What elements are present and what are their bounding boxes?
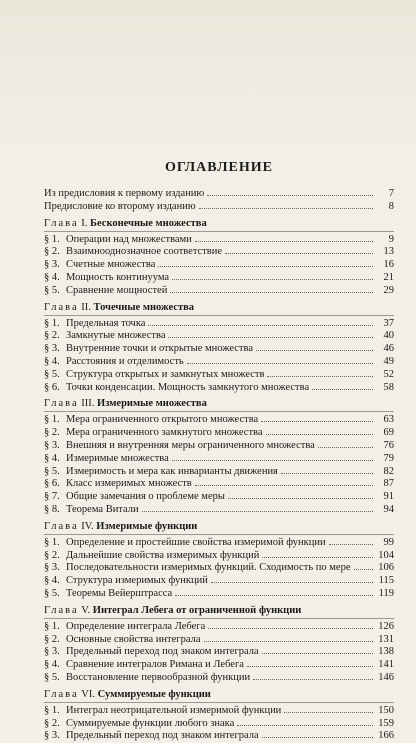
section-title: Измеримые множества <box>66 452 169 464</box>
section-title: Теоремы Вейерштрасса <box>66 587 173 599</box>
dot-leader <box>225 253 373 254</box>
section-number: § 6. <box>44 478 60 490</box>
section-title: Внешняя и внутренняя меры ограниченного множества <box>66 439 315 451</box>
page-number: 49 <box>383 355 394 367</box>
section-title: Сравнение интегралов Римана и Лебега <box>66 659 244 671</box>
dot-leader <box>281 473 373 474</box>
section-entry <box>44 562 394 575</box>
entry-label <box>44 672 250 685</box>
chapter-word: Глава <box>44 520 79 532</box>
page-number: 8 <box>388 200 394 212</box>
section-number: § 7. <box>44 491 60 503</box>
section-number: § 3. <box>44 646 60 658</box>
entry-label <box>44 718 234 731</box>
section-entry <box>44 659 394 672</box>
section-entry <box>44 550 394 563</box>
page-number: 52 <box>383 368 394 380</box>
front-matter-entry <box>44 188 394 201</box>
dot-leader <box>158 266 373 267</box>
chapter-heading <box>44 520 394 535</box>
section-entry <box>44 634 394 647</box>
section-title: Теорема Витали <box>66 503 139 515</box>
section-number: § 4. <box>44 659 60 671</box>
entry-label <box>44 646 259 659</box>
chapter-name: Измеримые функции <box>96 520 198 532</box>
entry-label <box>44 634 201 647</box>
entry-label <box>44 246 222 259</box>
dot-leader <box>208 628 373 629</box>
chapter-name: Суммируемые функции <box>97 688 211 700</box>
toc-page <box>44 160 394 743</box>
section-title: Предельная точка <box>66 317 146 329</box>
page-number: 82 <box>383 465 394 477</box>
page-number: 104 <box>378 549 394 561</box>
page-number: 131 <box>378 633 394 645</box>
section-entry <box>44 575 394 588</box>
section-title: Последовательности измеримых функций. Сходимость по мере <box>66 562 351 574</box>
dot-leader <box>267 376 373 377</box>
entry-label <box>44 272 169 285</box>
section-entry <box>44 356 394 369</box>
page-number: 87 <box>383 478 394 490</box>
section-entry <box>44 718 394 731</box>
chapter-number: VI. <box>81 688 96 700</box>
section-number: § 2. <box>44 330 60 342</box>
section-number: § 3. <box>44 439 60 451</box>
section-entry <box>44 246 394 259</box>
section-entry <box>44 705 394 718</box>
chapter-number: IV. <box>81 520 94 532</box>
chapter-heading <box>44 301 394 316</box>
section-entry <box>44 453 394 466</box>
dot-leader <box>262 557 373 558</box>
dot-leader <box>247 666 373 667</box>
dot-leader <box>354 569 374 570</box>
chapter-block <box>44 604 394 685</box>
dot-leader <box>256 350 373 351</box>
entry-label <box>44 504 139 517</box>
chapter-number: II. <box>81 301 91 313</box>
section-number: § 1. <box>44 620 60 632</box>
section-number: § 4. <box>44 355 60 367</box>
entry-label <box>44 330 165 343</box>
section-number: § 1. <box>44 414 60 426</box>
chapter-word: Глава <box>44 604 79 616</box>
page-number: 29 <box>383 284 394 296</box>
section-entry <box>44 259 394 272</box>
section-entry <box>44 621 394 634</box>
section-title: Определение интеграла Лебега <box>66 620 206 632</box>
dot-leader <box>195 485 373 486</box>
entry-label <box>44 318 145 331</box>
section-number: § 5. <box>44 284 60 296</box>
entry-label <box>44 562 351 575</box>
bleed-through-area <box>0 0 416 150</box>
section-title: Определение и простейшие свойства измеримой функции <box>66 536 326 548</box>
chapter-block <box>44 397 394 516</box>
entry-label <box>44 259 155 272</box>
dot-leader <box>318 447 373 448</box>
entry-label <box>44 285 167 298</box>
section-entry <box>44 491 394 504</box>
chapter-name: Интеграл Лебега от ограниченной функции <box>92 604 302 616</box>
chapter-number: III. <box>81 398 95 410</box>
section-title: Измеримость и мера как инварианты движения <box>66 465 278 477</box>
chapter-word: Глава <box>44 301 79 313</box>
dot-leader <box>207 195 373 196</box>
section-title: Операции над множествами <box>66 233 192 245</box>
section-title: Точки конденсации. Мощность замкнутого множества <box>66 381 310 393</box>
dot-leader <box>187 363 373 364</box>
chapter-heading <box>44 397 394 412</box>
section-title: Сравнение мощностей <box>66 284 168 296</box>
section-title: Восстановление первообразной функции <box>66 671 251 683</box>
dot-leader <box>172 279 373 280</box>
section-title: Счетные множества <box>66 259 156 271</box>
entry-label <box>44 491 225 504</box>
section-number: § 4. <box>44 271 60 283</box>
section-title: Общие замечания о проблеме меры <box>66 491 225 503</box>
entry-label <box>44 588 172 601</box>
page-number: 141 <box>378 659 394 671</box>
page-number: 94 <box>383 503 394 515</box>
section-number: § 2. <box>44 427 60 439</box>
page-number: 99 <box>383 536 394 548</box>
page-number: 58 <box>383 381 394 393</box>
entry-label <box>44 621 205 634</box>
section-number: § 8. <box>44 503 60 515</box>
chapter-name: Измеримые множества <box>97 398 207 410</box>
dot-leader <box>261 421 373 422</box>
entry-label <box>44 659 244 672</box>
entry-label <box>44 356 184 369</box>
page-number: 106 <box>378 562 394 574</box>
page-number: 126 <box>378 620 394 632</box>
dot-leader <box>284 712 373 713</box>
page-title: ОГЛАВЛЕНИЕ <box>165 160 273 175</box>
section-title: Структура открытых и замкнутых множеств <box>66 368 265 380</box>
dot-leader <box>172 460 373 461</box>
section-title: Предельный переход под знаком интеграла <box>66 646 259 658</box>
entry-label <box>44 414 258 427</box>
section-number: § 4. <box>44 452 60 464</box>
section-entry <box>44 440 394 453</box>
section-number: § 3. <box>44 343 60 355</box>
chapter-word: Глава <box>44 217 79 229</box>
section-number: § 4. <box>44 575 60 587</box>
chapter-name: Точечные множества <box>93 301 195 313</box>
page-number: 138 <box>378 646 394 658</box>
chapter-number: V. <box>81 604 91 616</box>
entry-label <box>44 730 259 743</box>
entry-label <box>44 234 192 247</box>
chapter-heading <box>44 217 394 232</box>
entry-label <box>44 453 169 466</box>
section-entry <box>44 234 394 247</box>
section-title: Замкнутые множества <box>66 330 166 342</box>
section-title: Дальнейшие свойства измеримых функций <box>66 549 260 561</box>
chapter-word: Глава <box>44 398 79 410</box>
page-number: 115 <box>378 575 394 587</box>
chapter-number: I. <box>81 217 88 229</box>
entry-label <box>44 382 309 395</box>
entry-label <box>44 369 264 382</box>
page-number: 16 <box>383 259 394 271</box>
page-number: 7 <box>388 188 394 199</box>
page-number: 150 <box>378 704 394 716</box>
chapter-block <box>44 301 394 395</box>
section-title: Предельный переход под знаком интеграла <box>66 730 259 742</box>
chapter-heading <box>44 604 394 619</box>
dot-leader <box>142 511 373 512</box>
section-number: § 3. <box>44 259 60 271</box>
page-number: 40 <box>383 330 394 342</box>
section-title: Интеграл неотрицательной измеримой функции <box>66 704 282 716</box>
section-number: § 2. <box>44 246 60 258</box>
dot-leader <box>253 679 373 680</box>
section-number: § 6. <box>44 381 60 393</box>
front-matter <box>44 188 394 214</box>
section-entry <box>44 646 394 659</box>
dot-leader <box>204 641 374 642</box>
page-number: 21 <box>383 271 394 283</box>
section-number: § 2. <box>44 717 60 729</box>
section-entry <box>44 272 394 285</box>
section-entry <box>44 382 394 395</box>
entry-label <box>44 550 259 563</box>
page-number: 76 <box>383 439 394 451</box>
section-number: § 1. <box>44 536 60 548</box>
entry-label: Предисловие ко второму изданию <box>44 200 196 212</box>
section-entry <box>44 537 394 550</box>
section-entry <box>44 588 394 601</box>
page-number: 119 <box>378 587 394 599</box>
chapter-block <box>44 217 394 298</box>
section-entry <box>44 369 394 382</box>
dot-leader <box>312 389 373 390</box>
dot-leader <box>170 292 373 293</box>
section-title: Мера ограниченного замкнутого множества <box>66 427 263 439</box>
section-entry <box>44 318 394 331</box>
page-number: 69 <box>383 427 394 439</box>
page-number: 46 <box>383 343 394 355</box>
page-number: 91 <box>383 491 394 503</box>
dot-leader <box>195 241 373 242</box>
section-title: Расстояния и отделимость <box>66 355 184 367</box>
page-number: 37 <box>383 317 394 329</box>
section-number: § 5. <box>44 671 60 683</box>
dot-leader <box>148 325 373 326</box>
dot-leader <box>168 337 373 338</box>
section-title: Основные свойства интеграла <box>66 633 201 645</box>
section-number: § 1. <box>44 704 60 716</box>
dot-leader <box>262 653 373 654</box>
entry-label <box>44 427 263 440</box>
page-number: 13 <box>383 246 394 258</box>
dot-leader <box>329 544 373 545</box>
page-number: 166 <box>378 730 394 742</box>
section-entry <box>44 414 394 427</box>
section-title: Структура измеримых функций <box>66 575 208 587</box>
section-entry <box>44 504 394 517</box>
section-entry <box>44 427 394 440</box>
section-title: Внутренние точки и открытые множества <box>66 343 253 355</box>
dot-leader <box>266 434 373 435</box>
section-title: Мера ограниченного открытого множества <box>66 414 259 426</box>
page-number: 63 <box>383 414 394 426</box>
chapter-block <box>44 520 394 601</box>
entry-label <box>44 440 315 453</box>
section-number: § 3. <box>44 730 60 742</box>
dot-leader <box>237 725 373 726</box>
section-number: § 1. <box>44 233 60 245</box>
chapter-name: Бесконечные множества <box>90 217 207 229</box>
chapter-word: Глава <box>44 688 79 700</box>
section-entry <box>44 330 394 343</box>
section-title: Класс измеримых множеств <box>66 478 192 490</box>
dot-leader <box>199 208 373 209</box>
entry-label: Из предисловия к первому изданию <box>44 188 205 199</box>
section-entry <box>44 466 394 479</box>
section-number: § 1. <box>44 317 60 329</box>
section-number: § 5. <box>44 587 60 599</box>
chapter-list <box>44 217 394 743</box>
section-number: § 3. <box>44 562 60 574</box>
dot-leader <box>228 498 373 499</box>
page-number: 79 <box>383 452 394 464</box>
section-number: § 5. <box>44 465 60 477</box>
chapter-block <box>44 688 394 743</box>
dot-leader <box>262 737 373 738</box>
entry-label <box>44 705 281 718</box>
section-entry <box>44 343 394 356</box>
page-number: 159 <box>378 717 394 729</box>
section-title: Суммируемые функции любого знака <box>66 717 235 729</box>
page-number: 9 <box>388 233 394 245</box>
page-number: 146 <box>378 671 394 683</box>
section-title: Взаимнооднозначное соответствие <box>66 246 223 258</box>
section-number: § 5. <box>44 368 60 380</box>
section-entry <box>44 478 394 491</box>
entry-label <box>44 478 192 491</box>
entry-label <box>44 466 278 479</box>
section-entry <box>44 672 394 685</box>
dot-leader <box>211 582 373 583</box>
section-entry <box>44 730 394 743</box>
section-entry <box>44 285 394 298</box>
section-number: § 2. <box>44 633 60 645</box>
entry-label <box>44 537 326 550</box>
section-title: Мощность континуума <box>66 271 170 283</box>
front-matter-entry <box>44 201 394 214</box>
chapter-heading <box>44 688 394 703</box>
dot-leader <box>175 595 373 596</box>
section-number: § 2. <box>44 549 60 561</box>
entry-label <box>44 343 253 356</box>
entry-label <box>44 575 208 588</box>
